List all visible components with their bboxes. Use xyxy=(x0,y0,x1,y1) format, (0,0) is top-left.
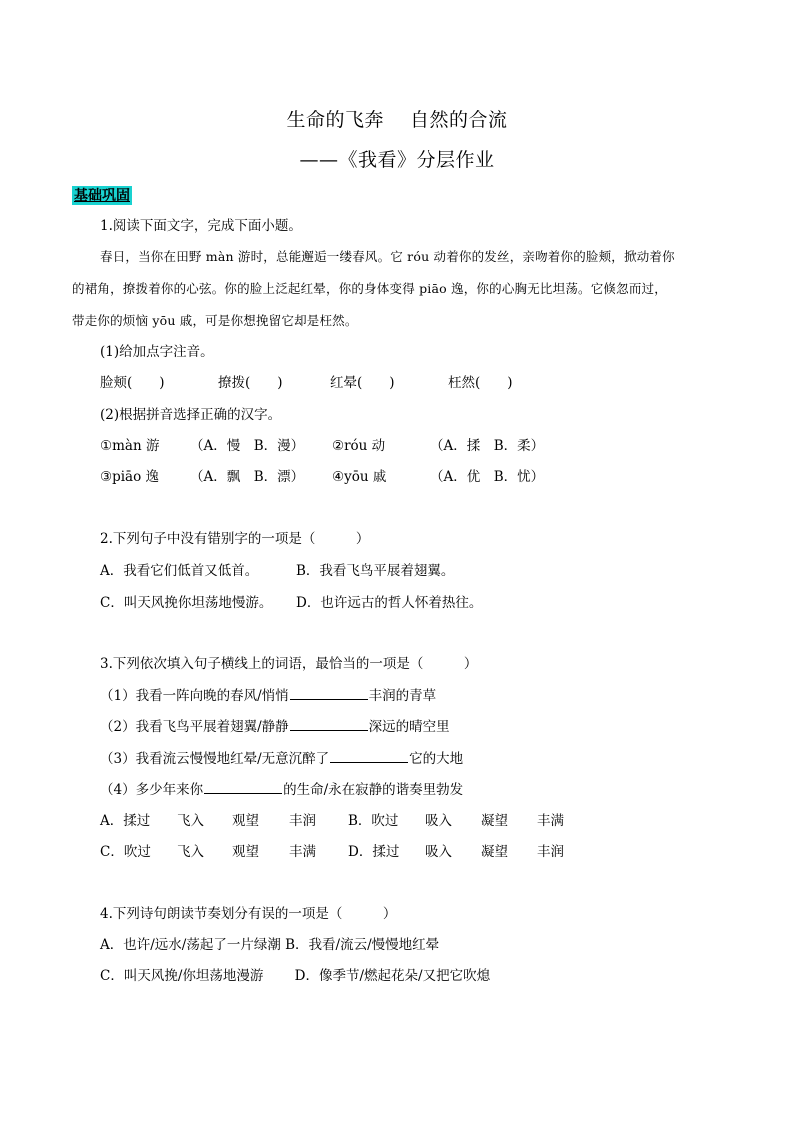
q3-option-word: D．揉过 xyxy=(348,844,400,860)
q3-option-word: 凝望 xyxy=(481,813,508,829)
q1-sub2-stem: (2)根据拼音选择正确的汉字。 xyxy=(100,407,282,423)
q3-fill-pre: （2）我看飞鸟平展着翅翼/静静 xyxy=(100,719,289,735)
q4-option-line: A．也许/远水/荡起了一片绿潮 B．我看/流云/慢慢地红晕 xyxy=(100,937,440,953)
q3-option-word: 观望 xyxy=(232,813,259,829)
q1-stem: 1.阅读下面文字，完成下面小题。 xyxy=(100,218,302,234)
q3-option-word: C．吹过 xyxy=(100,844,151,860)
q4-option-line: C．叫天风挽/你坦荡地漫游 D．像季节/燃起花朵/又把它吹熄 xyxy=(100,968,491,984)
q1-sub2-choices: （A．优 B．忧） xyxy=(430,469,545,485)
q3-fill-line xyxy=(100,685,436,706)
q3-fill-post: 它的大地 xyxy=(409,751,464,767)
answer-blank xyxy=(204,779,282,794)
q1-sub2-pinyin: ①màn 游 xyxy=(100,438,160,454)
q1-sub1-item: 枉然( ) xyxy=(448,375,513,391)
q3-option-word: 丰满 xyxy=(537,813,564,829)
q1-sub2-pinyin: ④yōu 戚 xyxy=(332,469,387,485)
q3-option-word: 飞入 xyxy=(177,844,204,860)
answer-blank xyxy=(290,716,368,731)
q3-option-word: 观望 xyxy=(232,844,259,860)
q1-sub2-choices: （A．飘 B．漂） xyxy=(190,469,305,485)
q3-option-word: 丰满 xyxy=(289,844,316,860)
q3-option-word: 丰润 xyxy=(537,844,564,860)
q3-option-word: A．揉过 xyxy=(100,813,151,829)
q1-passage-line: 春日，当你在田野 màn 游时，总能邂逅一缕春风。它 róu 动着你的发丝，亲吻着你的脸颊，掀动着你 xyxy=(100,249,675,264)
q1-sub1-item: 红晕( ) xyxy=(330,375,395,391)
q2-option: C．叫天风挽你坦荡地慢游。 xyxy=(100,595,273,611)
answer-blank xyxy=(330,748,408,763)
q2-option: A．我看它们低首又低首。 xyxy=(100,563,259,579)
q2-stem: 2.下列句子中没有错别字的一项是（ ） xyxy=(100,531,370,547)
q3-fill-line xyxy=(100,779,463,800)
q3-fill-post: 深远的晴空里 xyxy=(368,719,450,735)
section-label: 基础巩固 xyxy=(74,188,130,204)
q1-sub1-stem: (1)给加点字注音。 xyxy=(100,344,214,360)
q4-stem: 4.下列诗句朗读节奏划分有误的一项是（ ） xyxy=(100,906,397,922)
q3-fill-pre: （4）多少年来你 xyxy=(100,782,204,798)
q3-fill-pre: （3）我看流云慢慢地红晕/无意沉醉了 xyxy=(100,751,330,767)
q3-option-word: 凝望 xyxy=(481,844,508,860)
q3-option-word: 吸入 xyxy=(425,844,452,860)
q3-fill-post: 丰润的青草 xyxy=(368,688,437,704)
q3-fill-pre: （1）我看一阵向晚的春风/悄悄 xyxy=(100,688,289,704)
q3-option-word: 丰润 xyxy=(289,813,316,829)
q3-option-word: 飞入 xyxy=(177,813,204,829)
q2-option: D．也许远古的哲人怀着热往。 xyxy=(296,595,483,611)
q3-stem: 3.下列依次填入句子横线上的词语，最恰当的一项是（ ） xyxy=(100,656,478,672)
q1-passage-line: 带走你的烦恼 yōu 戚，可是你想挽留它却是枉然。 xyxy=(72,313,358,328)
q1-sub2-choices: （A．揉 B．柔） xyxy=(430,438,545,454)
q3-fill-line xyxy=(100,748,463,769)
q1-passage-line: 的裙角，撩拨着你的心弦。你的脸上泛起红晕，你的身体变得 piāo 逸，你的心胸无比坦荡。它倏忽而过， xyxy=(72,281,667,296)
q3-option-word: 吸入 xyxy=(425,813,452,829)
q3-fill-post: 的生命/永在寂静的谐奏里勃发 xyxy=(283,782,464,798)
q2-option: B．我看飞鸟平展着翅翼。 xyxy=(296,563,455,579)
q1-sub2-choices: （A．慢 B．漫） xyxy=(190,438,305,454)
q1-sub1-item: 撩拨( ) xyxy=(218,375,283,391)
answer-blank xyxy=(290,685,368,700)
q1-sub2-pinyin: ③piāo 逸 xyxy=(100,469,160,485)
q3-fill-line xyxy=(100,716,450,737)
page-subtitle: ——《我看》分层作业 xyxy=(299,149,495,171)
page-title: 生命的飞奔 自然的合流 xyxy=(286,109,508,131)
q3-option-word: B．吹过 xyxy=(348,813,399,829)
q1-sub2-pinyin: ②róu 动 xyxy=(332,438,386,454)
q1-sub1-item: 脸颊( ) xyxy=(100,375,165,391)
